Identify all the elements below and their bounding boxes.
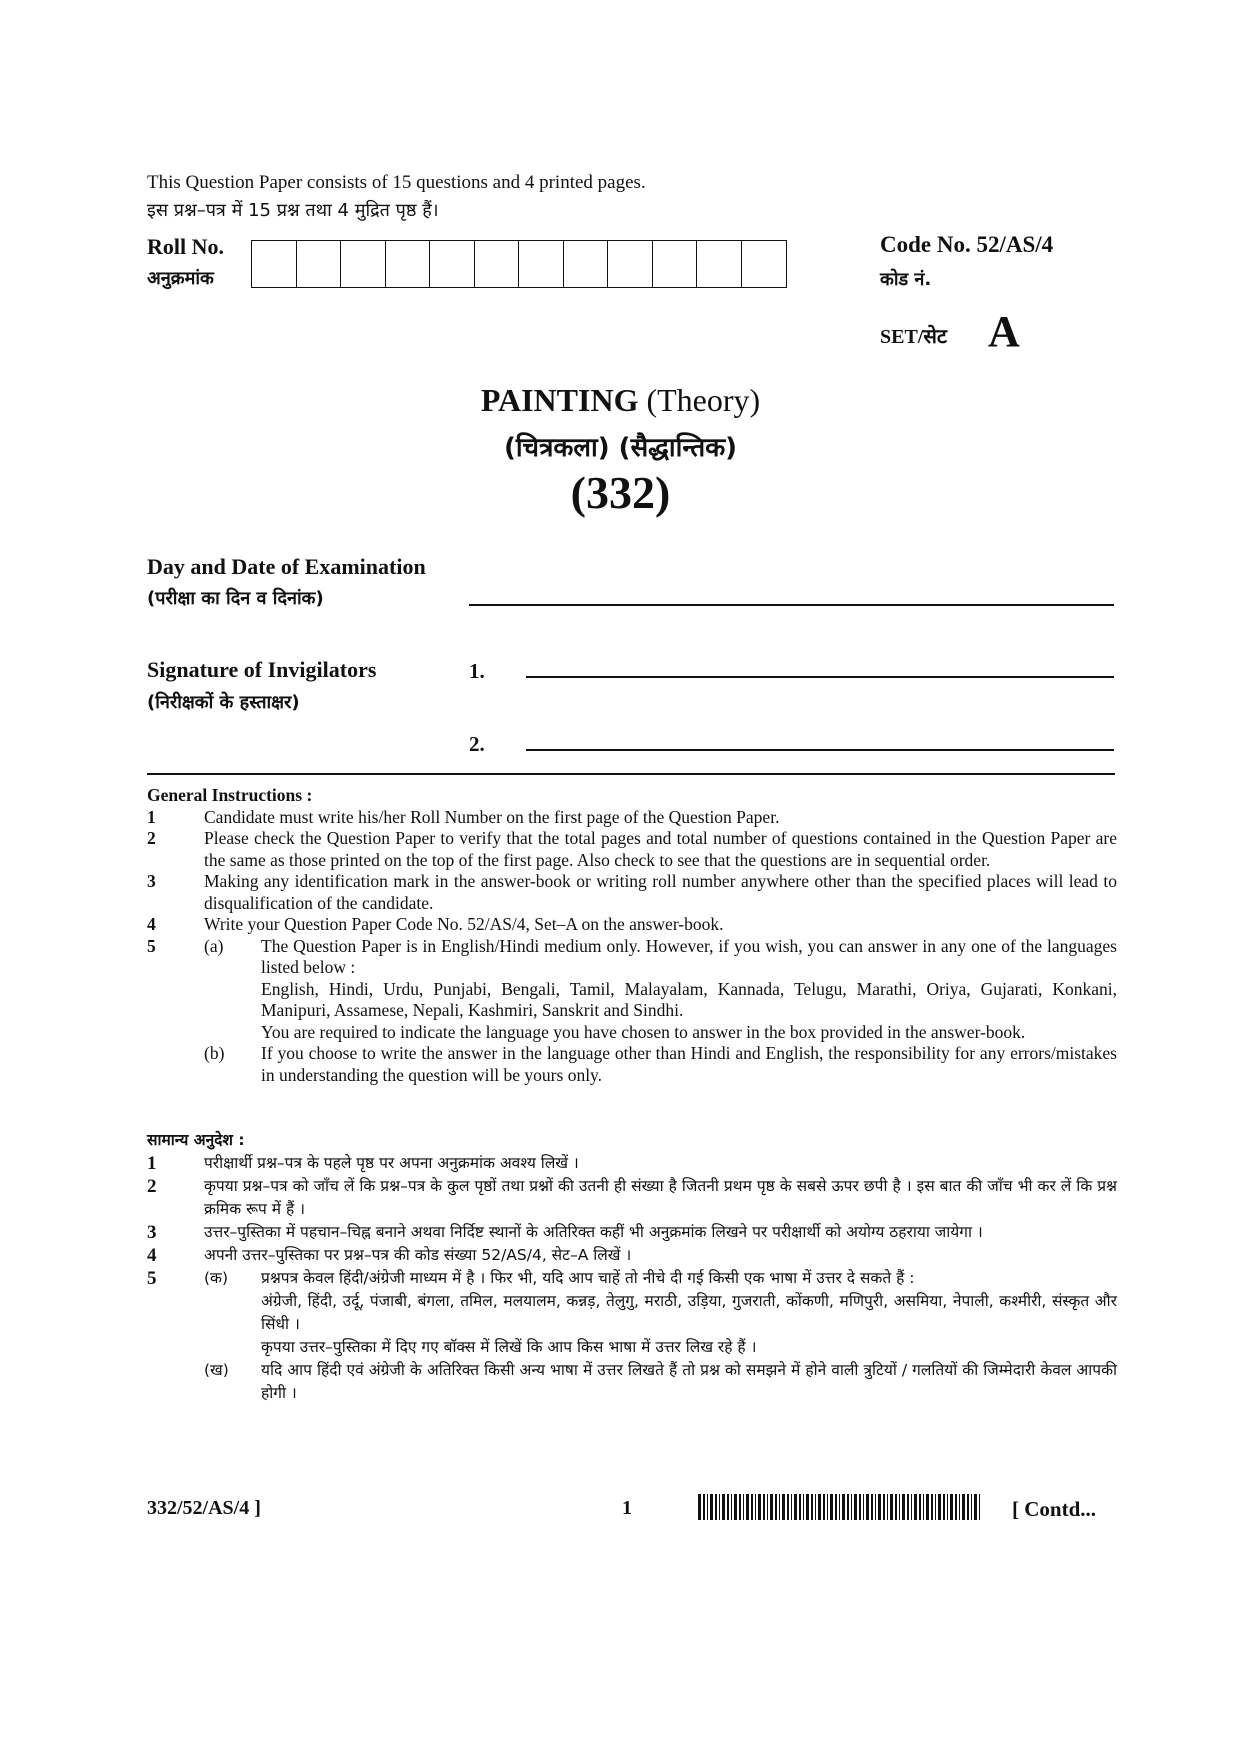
barcode-bar [746,1494,749,1520]
signature-1-number: 1. [469,659,485,683]
instruction-item: 3 Making any identification mark in the answer-book or writing roll number anywhere other than the specified places will lead to disqualification of the candidate. [147,871,1117,913]
roll-number-box[interactable] [653,241,698,287]
barcode-bar [770,1494,773,1520]
barcode-bar [967,1494,969,1520]
barcode-bar [719,1494,720,1520]
roll-number-box[interactable] [564,241,609,287]
roll-number-box[interactable] [608,241,653,287]
barcode-bar [698,1494,701,1520]
barcode-bar [935,1494,936,1520]
barcode-bar [815,1494,816,1520]
instruction-item: 4 Write your Question Paper Code No. 52/AS/4, Set–A on the answer-book. [147,914,724,934]
barcode-bar [823,1494,825,1520]
barcode-bar [839,1494,840,1520]
barcode-bar [775,1494,777,1520]
page-number: 1 [622,1497,632,1519]
barcode-bar [835,1494,837,1520]
roll-number-box[interactable] [697,241,742,287]
barcode-bar [959,1494,960,1520]
barcode-bar [731,1494,732,1520]
barcode-bar [794,1494,797,1520]
instruction-item-hi: 2 कृपया प्रश्न–पत्र को जाँच लें कि प्रश्न–पत्र के कुल पृष्ठों तथा प्रश्नों की उतनी ही संख्या है जितनी प्रथम पृष्ठ के सबसे ऊपर छपी है । इस बात की जाँच भी कर लें कि प्रश्न क्रमिक रूप में हैं । [147,1176,1117,1218]
barcode-bar [782,1494,785,1520]
roll-number-box[interactable] [430,241,475,287]
barcode-bar [955,1494,957,1520]
barcode-bar [950,1494,953,1520]
barcode-bar [943,1494,945,1520]
subject-title-hi: (चित्रकला) (सैद्धान्तिक) [503,433,738,463]
general-instructions-en [147,785,1117,1086]
subject-name: PAINTING [480,382,639,418]
set-letter: A [988,307,1020,356]
pages-info-hi: इस प्रश्न–पत्र में 15 प्रश्न तथा 4 मुद्रित पृष्ठ हैं। [147,200,439,221]
instruction-item: 1 Candidate must write his/her Roll Number on the first page of the Question Paper. [147,806,780,827]
barcode-bar [914,1494,917,1520]
exam-date-line[interactable] [469,604,1114,606]
barcode-bar [859,1494,861,1520]
signature-1-line[interactable] [526,676,1114,678]
barcode-bar [811,1494,813,1520]
subject-title [0,382,1241,419]
barcode-bar [758,1494,761,1520]
barcode-bar [938,1494,941,1520]
barcode-bar [707,1494,708,1520]
signature-2-line[interactable] [526,749,1114,751]
barcode-bar [895,1494,897,1520]
barcode-bar [806,1494,809,1520]
pages-info-en: This Question Paper consists of 15 questions and 4 printed pages. [147,172,646,193]
barcode-bar [818,1494,821,1520]
barcode-bar [710,1494,713,1520]
barcode-bar [751,1494,753,1520]
roll-number-box[interactable] [252,241,297,287]
section-divider [147,773,1115,775]
instruction-item: 2 Please check the Question Paper to verify that the total pages and total number of questions contained in the Question Paper are the same as those printed on the top of the first page. Also check to see that the questions are in sequential order. [147,828,1117,870]
invigilator-signature-label-hi: (निरीक्षकों के हस्ताक्षर) [147,692,300,713]
barcode-bar [962,1494,965,1520]
roll-number-box[interactable] [742,241,787,287]
instruction-item: (b) If you choose to write the answer in the language other than Hindi and English, the responsibility for any errors/mistakes in understanding the question will be yours only. [204,1043,1117,1085]
instruction-item-hi: 5 (क) प्रश्नपत्र केवल हिंदी/अंग्रेजी माध्यम में है । फिर भी, यदि आप चाहें तो नीचे दी गई किसी एक भाषा में उत्तर दे सकते हैं : अंग्रेजी, हिंदी, उर्दू, पंजाबी, बंगला, तमिल, मलयालम, कन्नड़, तेलुगु, मराठी, उड़िया, गुजराती, कोंकणी, मणिपुरी, असमिया, नेपाली, कश्मीरी, संस्कृत और सिंधी । कृपया उत्तर–पुस्तिका में दिए गए बॉक्स में लिखें कि आप किस भाषा में उत्तर लिख रहे हैं । [147,1268,1117,1356]
barcode-bar [878,1494,881,1520]
exam-date-label-hi: (परीक्षा का दिन व दिनांक) [147,588,324,609]
barcode-bar [779,1494,780,1520]
roll-number-box[interactable] [297,241,342,287]
signature-2-number: 2. [469,732,485,756]
barcode-bar [727,1494,729,1520]
set-label: SET/सेट [880,326,947,348]
barcode-bar [883,1494,885,1520]
barcode-bar [979,1494,980,1520]
roll-number-boxes[interactable] [251,240,787,288]
instructions-heading: General Instructions : [147,785,313,805]
instructions-heading-hi: सामान्य अनुदेश : [147,1131,245,1149]
barcode-bar [911,1494,912,1520]
roll-number-box[interactable] [519,241,564,287]
barcode-bar [871,1494,873,1520]
code-number-label: Code No. 52/AS/4 [880,232,1054,257]
roll-number-box[interactable] [341,241,386,287]
barcode-bar [715,1494,717,1520]
barcode-bar [851,1494,852,1520]
barcode-bar [743,1494,744,1520]
instruction-item-hi: 1 परीक्षार्थी प्रश्न–पत्र के पहले पृष्ठ पर अपना अनुक्रमांक अवश्य लिखें । [147,1153,579,1174]
code-number-label-hi: कोड नं. [880,269,932,290]
barcode-bar [787,1494,789,1520]
barcode-bar [887,1494,888,1520]
barcode-bar [931,1494,933,1520]
roll-number-label-hi: अनुक्रमांक [147,268,214,289]
barcode-bar [799,1494,801,1520]
barcode-bar [947,1494,948,1520]
barcode-bar [703,1494,705,1520]
instruction-item-hi: 3 उत्तर–पुस्तिका में पहचान–चिह्न बनाने अथवा निर्दिष्ट स्थानों के अतिरिक्त कहीं भी अनुक्रमांक लिखने पर परीक्षार्थी को अयोग्य ठहराया जायेगा । [147,1222,983,1243]
barcode-image [698,1494,980,1520]
footer-paper-code: 332/52/AS/4 ] [147,1497,261,1519]
barcode-bar [890,1494,893,1520]
barcode-bar [830,1494,833,1520]
barcode-bar [803,1494,804,1520]
barcode-bar [866,1494,869,1520]
barcode-bar [734,1494,737,1520]
barcode-bar [827,1494,828,1520]
barcode-bar [875,1494,876,1520]
barcode-bar [767,1494,768,1520]
roll-number-box[interactable] [386,241,431,287]
barcode-bar [842,1494,845,1520]
continued-label: [ Contd... [1012,1497,1097,1521]
instruction-item-hi: 4 अपनी उत्तर–पुस्तिका पर प्रश्न–पत्र की कोड संख्या 52/AS/4, सेट–A लिखें । [147,1245,632,1266]
barcode-bar [919,1494,921,1520]
subject-code: (332) [570,467,671,518]
barcode-bar [854,1494,857,1520]
barcode-bar [974,1494,977,1520]
barcode-bar [926,1494,929,1520]
barcode-bar [863,1494,864,1520]
exam-date-label: Day and Date of Examination [147,554,426,579]
instruction-item: 5 (a) The Question Paper is in English/Hindi medium only. However, if you wish, you can answer in any one of the languages listed below : English, Hindi, Urdu, Punjabi, Bengali, Tamil, Malayalam, Kannada, Telugu, Marathi, Oriya, Gujarati, Konkani, Manipuri, Assamese, Nepali, Kashmiri, Sanskrit and Sindhi. You are required to indicate the language you have chosen to answer in the box provided in the answer-book. [147,935,1117,1042]
subject-paren: (Theory) [646,382,761,418]
barcode-bar [722,1494,725,1520]
barcode-bar [899,1494,900,1520]
barcode-bar [907,1494,909,1520]
general-instructions-hi [147,1129,1117,1405]
barcode-bar [923,1494,924,1520]
instruction-item-hi: (ख) यदि आप हिंदी एवं अंग्रेजी के अतिरिक्त किसी अन्य भाषा में उत्तर लिखते हैं तो प्रश्न को समझने में होने वाली त्रुटियों / गलतियों की जिम्मेदारी केवल आपकी होगी । [204,1361,1117,1402]
roll-number-label: Roll No. [147,234,224,259]
barcode-bar [902,1494,905,1520]
invigilator-signature-label: Signature of Invigilators [147,657,377,682]
barcode-bar [755,1494,756,1520]
roll-number-box[interactable] [475,241,520,287]
barcode-bar [791,1494,792,1520]
barcode-bar [847,1494,849,1520]
barcode-bar [971,1494,972,1520]
barcode-bar [763,1494,765,1520]
barcode-bar [739,1494,741,1520]
